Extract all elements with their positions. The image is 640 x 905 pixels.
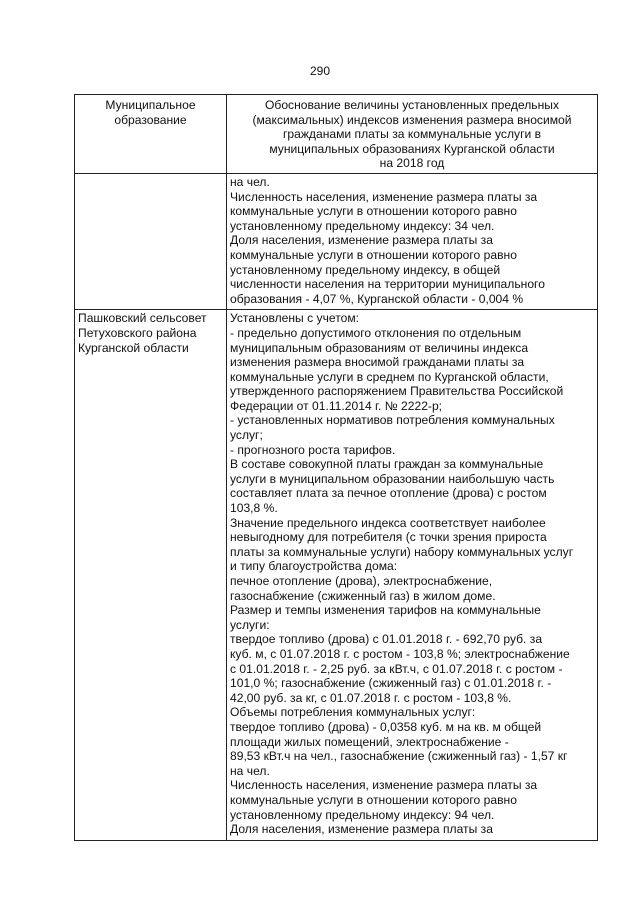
text-line: (максимальных) индексов изменения размера вносимой bbox=[252, 112, 572, 127]
text-line: с 01.01.2018 г. - 2,25 руб. за кВт.ч, с 01.07.2018 г. с ростом - bbox=[230, 661, 563, 676]
text-line: невыгодному для потребителя (с точки зрения прироста bbox=[230, 530, 547, 545]
text-line: муниципальных образованиях Курганской области bbox=[269, 141, 555, 156]
text-line: куб. м, с 01.07.2018 г. с ростом - 103,8 %; электроснабжение bbox=[230, 646, 570, 661]
text-line: муниципальным образованиям от величины индекса bbox=[230, 340, 529, 355]
text-line: площади жилых помещений, электроснабжение - bbox=[230, 734, 509, 749]
table-header-row bbox=[75, 95, 598, 174]
text-line: утвержденного распоряжением Правительства Российской bbox=[230, 384, 564, 399]
text-line: Петуховского района bbox=[78, 325, 197, 340]
text-line: 101,0 %; газоснабжение (сжиженный газ) с 01.01.2018 г. - bbox=[230, 676, 552, 691]
text-line: В составе совокупной платы граждан за коммунальные bbox=[230, 457, 544, 472]
text-line: - предельно допустимого отклонения по отдельным bbox=[230, 325, 522, 340]
text-line: Муниципальное bbox=[105, 98, 196, 112]
text-line: - прогнозного роста тарифов. bbox=[230, 442, 396, 457]
row-municipality-pashkovsky bbox=[75, 310, 227, 840]
text-line: Значение предельного индекса соответствует наиболее bbox=[230, 515, 546, 530]
text-line: Федерации от 01.11.2014 г. № 2222-р; bbox=[230, 398, 443, 413]
text-line: твердое топливо (дрова) с 01.01.2018 г. - 692,70 руб. за bbox=[230, 632, 543, 647]
text-line: гражданами платы за коммунальные услуги в bbox=[282, 127, 542, 142]
text-line: установленному предельному индексу: 34 чел. bbox=[230, 218, 495, 233]
text-line: Размер и темпы изменения тарифов на коммунальные bbox=[230, 603, 541, 618]
text-line: платы за коммунальные услуги) набору коммунальных услуг bbox=[230, 544, 574, 559]
text-line: 42,00 руб. за кг, с 01.07.2018 г. с ростом - 103,8 %. bbox=[230, 690, 512, 705]
text-line: установленному предельному индексу, в общей bbox=[230, 262, 501, 277]
text-line: изменения размера вносимой гражданами платы за bbox=[230, 355, 525, 370]
text-line: коммунальные услуги в отношении которого равно bbox=[230, 204, 517, 219]
text-line: 89,53 кВт.ч на чел., газоснабжение (сжиженный газ) - 1,57 кг bbox=[230, 749, 568, 764]
text-line: услуг; bbox=[230, 428, 263, 443]
text-line: 103,8 %. bbox=[230, 501, 278, 516]
text-line: Пашковский сельсовет bbox=[78, 311, 207, 326]
table-row bbox=[75, 173, 598, 309]
page-number: 290 bbox=[309, 64, 331, 78]
text-line: Численность населения, изменение размера платы за bbox=[230, 778, 538, 793]
text-line: численности населения на территории муниципального bbox=[230, 277, 545, 292]
text-line: коммунальные услуги в отношении которого равно bbox=[230, 792, 517, 807]
text-line: Доля населения, изменение размера платы за bbox=[230, 822, 493, 837]
text-line: Установлены с учетом: bbox=[230, 311, 359, 326]
text-line: газоснабжение (сжиженный газ) в жилом доме. bbox=[230, 588, 496, 603]
text-line: услуги в муниципальном образовании наибольшую часть bbox=[230, 471, 555, 486]
text-line: образование bbox=[114, 112, 187, 127]
text-line: Курганской области bbox=[78, 340, 189, 355]
text-line: коммунальные услуги в среднем по Курганской области, bbox=[230, 369, 549, 384]
text-line: твердое топливо (дрова) - 0,0358 куб. м на кв. м общей bbox=[230, 719, 542, 734]
text-line: Обоснование величины установленных предельных bbox=[264, 98, 560, 112]
text-line: установленному предельному индексу: 94 чел. bbox=[230, 807, 495, 822]
row-justification-pashkovsky bbox=[227, 310, 598, 840]
continued-row-justification bbox=[227, 173, 598, 309]
table-row bbox=[75, 310, 598, 840]
text-line: Объемы потребления коммунальных услуг: bbox=[230, 705, 476, 720]
header-municipality bbox=[75, 95, 227, 174]
text-line: и типу благоустройства дома: bbox=[230, 559, 398, 574]
text-line: услуги: bbox=[230, 617, 270, 632]
header-justification bbox=[227, 95, 598, 174]
text-line: - установленных нормативов потребления коммунальных bbox=[230, 413, 555, 428]
text-line: коммунальные услуги в отношении которого равно bbox=[230, 247, 517, 262]
text-line: на чел. bbox=[230, 174, 270, 189]
tariff-justification-table bbox=[74, 94, 598, 841]
text-line: Численность населения, изменение размера платы за bbox=[230, 189, 538, 204]
text-line: составляет плата за печное отопление (дрова) с ростом bbox=[230, 486, 547, 501]
text-line: на 2018 год bbox=[379, 156, 445, 171]
continued-row-municipality bbox=[75, 173, 227, 309]
text-line: образования - 4,07 %, Курганской области - 0,004 % bbox=[230, 291, 524, 306]
text-line: Доля населения, изменение размера платы за bbox=[230, 233, 493, 248]
text-line: на чел. bbox=[230, 763, 270, 778]
text-line: печное отопление (дрова), электроснабжение, bbox=[230, 574, 493, 588]
